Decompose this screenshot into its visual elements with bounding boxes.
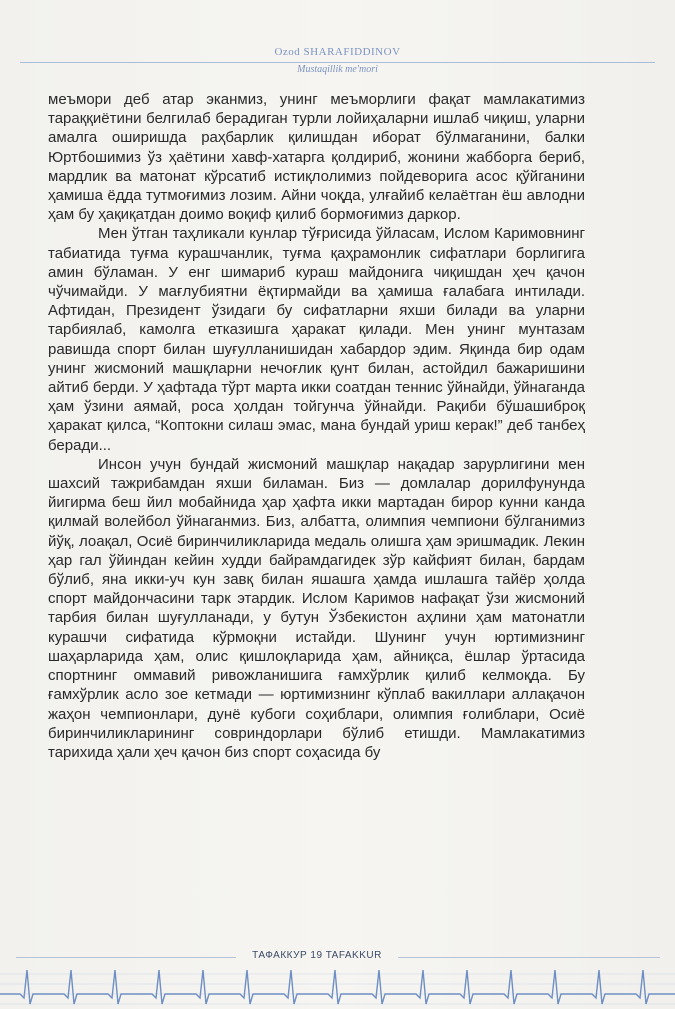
ekg-decoration — [0, 966, 675, 1009]
paragraph-1: меъмори деб атар эканмиз, унинг меъморлиги фақат мамлакатимиз тараққиётини белгилаб берадиган турли лойиҳаларни ишлаб чиқиш, уларни амалга оширишда раҳбарлик қилишдан иборат бўлмаганини, балки Юртбошимиз ўз ҳаётини хавф-хатарга қолдириб, жонини жабборга бериб, мардлик ва матонат кўрсатиб истиқлолимиз пойдеворига асос қўйганини ҳамиша ёдда тутмоғимиз лозим. Айни чоқда, улғайиб келаётган ёш авлодни ҳам бу ҳақиқатдан доимо воқиф қилиб бормоғимиз даркор. — [48, 91, 585, 224]
ekg-line — [0, 970, 675, 1004]
footer-rule-right — [398, 957, 660, 958]
paragraph-2: Мен ўтган таҳликали кунлар тўғрисида ўйласам, Ислом Каримовнинг табиатида туғма курашчанлик, туғма қаҳрамонлик сифатлари борлигига амин бўламан. У енг шимариб кураш майдонига чиқишдан ҳеч қачон чўчимайди. У мағлубиятни ёқтирмайди ва ҳамиша ғалабага интилади. Афтидан, Президент ўзидаги бу сифатларни яхши билади ва уларни тарбиялаб, камолга етказишга ҳаракат қилади. Мен унинг мунтазам равишда спорт билан шуғулланишидан хабардор эдим. Яқинда бир одам унинг жисмоний машқларни нечоғлик қунт билан, астойдил бажаришини айтиб берди. У ҳафтада тўрт марта икки соатдан теннис ўйнайди, ўйнаганда ҳам ўзини аямай, роса ҳолдан тойгунча ўйнайди. Рақиби бўшашиброқ ҳаракат қилса, “Коптокни силаш эмас, мана бундай уриш керак!” деб танбеҳ беради... — [48, 225, 585, 454]
page-footer — [0, 948, 675, 968]
header-rule — [20, 62, 655, 63]
footer-page-label: ТАФАККУР 19 TAFAKKUR — [252, 950, 382, 961]
author-name: Ozod SHARAFIDDINOV — [274, 46, 401, 58]
footer-rule-left — [16, 957, 236, 958]
paragraph-3: Инсон учун бундай жисмоний машқлар нақадар зарурлигини мен шахсий тажрибамдан яхши биламан. Биз — домлалар дорилфунунда йигирма беш йил мобайнида ҳар ҳафта икки мартадан бирор кунни канда қилмай волейбол ўйнаганмиз. Биз, албатта, олимпия чемпиони бўлганимиз йўқ, лоақал, Осиё биринчиликларида медаль олишга ҳам эришмадик. Лекин ҳар гал ўйиндан кейин худди байрамдагидек зўр кайфият билан, бардам бўлиб, яна икки-уч кун завқ билан яшашга ҳамда ишлашга тайёр ҳолда спорт майдончасини тарк этардик. Ислом Каримов нафақат ўзи жисмоний тарбия билан шуғулланади, у бутун Ўзбекистон аҳлини ҳам матонатли курашчи сифатида кўрмоқни истайди. Шунинг учун юртимизнинг шаҳарларида ҳам, олис қишлоқларида ҳам, айниқса, ёшлар ўртасида спортнинг оммавий ривожланишига ғамхўрлик қилиб келмоқда. Бу ғамхўрлик асло зое кетмади — юртимизнинг кўплаб вакиллари аллақачон жаҳон чемпионлари, дунё кубоги соҳиблари, олимпия ғолиблари, Осиё биринчиликларининг совриндорлари бўлиб етишди. Мамлакатимиз тарихида ҳали ҳеч қачон биз спорт соҳасида бу — [48, 455, 585, 761]
running-header — [0, 42, 675, 60]
section-title: Mustaqillik me'mori — [297, 64, 378, 75]
article-body — [48, 90, 585, 762]
